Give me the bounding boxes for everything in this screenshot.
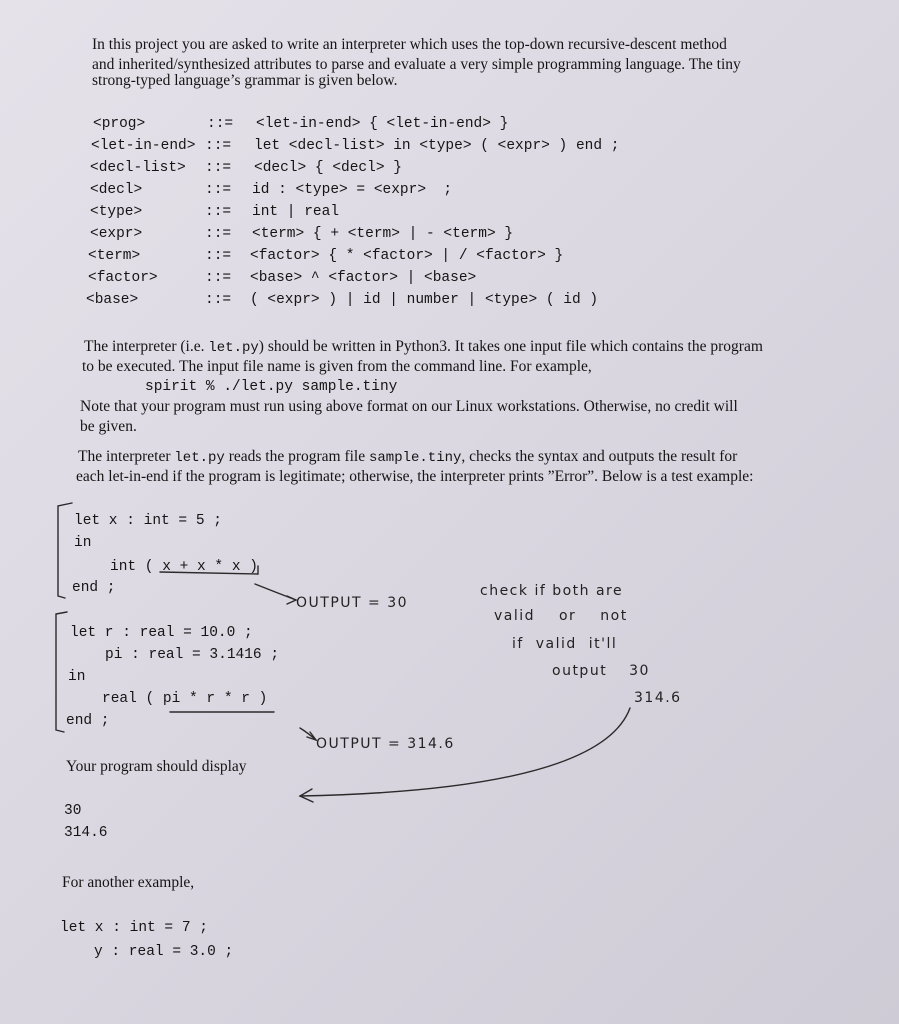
grammar-op: ::=	[205, 292, 232, 308]
grammar-row	[0, 182, 700, 204]
arrow-2	[300, 728, 316, 740]
grammar-op: ::=	[207, 116, 234, 132]
code-line: let x : int = 5 ;	[74, 513, 222, 529]
grammar-row	[0, 226, 700, 248]
command-example: spirit % ./let.py sample.tiny	[145, 379, 398, 395]
handwritten-note-1: check if both are	[480, 583, 624, 599]
text: , checks the syntax and outputs the result for	[461, 448, 738, 465]
grammar-lhs: <base>	[86, 292, 139, 308]
code-line: in	[74, 535, 92, 551]
arrowhead-1	[287, 596, 296, 604]
code-line: y : real = 3.0 ;	[94, 944, 234, 960]
grammar-row	[0, 204, 700, 226]
para2-line-5: be given.	[80, 418, 137, 435]
grammar-rhs: <factor> { * <factor> | / <factor> }	[250, 248, 564, 264]
grammar-lhs: <factor>	[88, 270, 158, 286]
arrowhead-2	[307, 732, 316, 740]
inline-code: let.py	[174, 450, 225, 466]
code-line: let x : int = 7 ;	[60, 920, 208, 936]
text: ) should be written in Python3. It takes one input file which contains the program	[258, 338, 763, 355]
grammar-row	[0, 270, 700, 292]
grammar-op: ::=	[205, 160, 232, 176]
intro-line-2: and inherited/synthesized attributes to parse and evaluate a very simple programming language. The tiny	[92, 56, 741, 73]
display-output-1: 30	[64, 803, 82, 819]
grammar-row	[0, 160, 700, 182]
grammar-op: ::=	[205, 138, 232, 154]
grammar-op: ::=	[205, 226, 232, 242]
grammar-rhs: ( <expr> ) | id | number | <type> ( id )	[250, 292, 599, 308]
code-line: let r : real = 10.0 ;	[70, 625, 253, 641]
grammar-row	[0, 248, 700, 270]
arrow-curve	[300, 708, 630, 796]
grammar-rhs: id : <type> = <expr> ;	[252, 182, 453, 198]
inline-code: sample.tiny	[369, 450, 462, 466]
grammar-rhs: <base> ^ <factor> | <base>	[250, 270, 477, 286]
intro-line-3: strong-typed language’s grammar is given below.	[92, 72, 398, 89]
grammar-rhs: <term> { + <term> | - <term> }	[252, 226, 514, 242]
arrow-1	[255, 584, 296, 600]
para2-line-1	[84, 337, 763, 358]
grammar-rhs: <let-in-end> { <let-in-end> }	[256, 116, 509, 132]
handwritten-output-1: OUTPUT = 30	[296, 595, 409, 611]
grammar-row	[0, 116, 700, 138]
code-line: end ;	[72, 580, 116, 596]
text: The interpreter	[78, 448, 175, 465]
grammar-op: ::=	[205, 270, 232, 286]
grammar-lhs: <let-in-end>	[91, 138, 196, 154]
bracket-example-1	[58, 503, 72, 598]
para3-line-2: each let-in-end if the program is legitimate; otherwise, the interpreter prints ”Error”. Below is a test example:	[76, 468, 754, 485]
code-line: in	[68, 669, 86, 685]
code-line: pi : real = 3.1416 ;	[105, 647, 280, 663]
code-line: end ;	[66, 713, 110, 729]
grammar-op: ::=	[205, 248, 232, 264]
grammar-lhs: <expr>	[90, 226, 143, 242]
handwritten-note-3: if valid it'll	[512, 636, 618, 652]
grammar-lhs: <term>	[88, 248, 141, 264]
another-label: For another example,	[62, 874, 195, 891]
inline-code: let.py	[208, 340, 259, 356]
text: The interpreter (i.e.	[84, 338, 209, 355]
code-line: int ( x + x * x )	[110, 559, 258, 575]
grammar-row	[0, 138, 700, 160]
handwritten-output-2: OUTPUT = 314.6	[316, 736, 455, 752]
display-label: Your program should display	[66, 758, 247, 775]
handwritten-note-4: output 30	[552, 663, 650, 679]
grammar-lhs: <prog>	[93, 116, 146, 132]
grammar-lhs: <type>	[90, 204, 143, 220]
display-output-2: 314.6	[64, 825, 108, 841]
code-line: real ( pi * r * r )	[102, 691, 268, 707]
para2-line-4: Note that your program must run using above format on our Linux workstations. Otherwise, no credit will	[80, 398, 738, 415]
grammar-rhs: int | real	[252, 204, 340, 220]
text: reads the program file	[224, 448, 369, 465]
grammar-op: ::=	[205, 182, 232, 198]
grammar-lhs: <decl-list>	[90, 160, 186, 176]
para3-line-1	[78, 447, 737, 468]
handwritten-note-5: 314.6	[634, 690, 682, 706]
grammar-rhs: let <decl-list> in <type> ( <expr> ) end ;	[254, 138, 620, 154]
grammar-op: ::=	[205, 204, 232, 220]
para2-line-2: to be executed. The input file name is given from the command line. For example,	[82, 358, 592, 375]
handwritten-note-2: valid or not	[494, 608, 628, 624]
grammar-rhs: <decl> { <decl> }	[254, 160, 402, 176]
arrowhead-3	[300, 789, 313, 802]
grammar-row	[0, 292, 700, 314]
grammar-lhs: <decl>	[90, 182, 143, 198]
intro-line-1: In this project you are asked to write an interpreter which uses the top-down recursive-descent method	[92, 36, 727, 53]
